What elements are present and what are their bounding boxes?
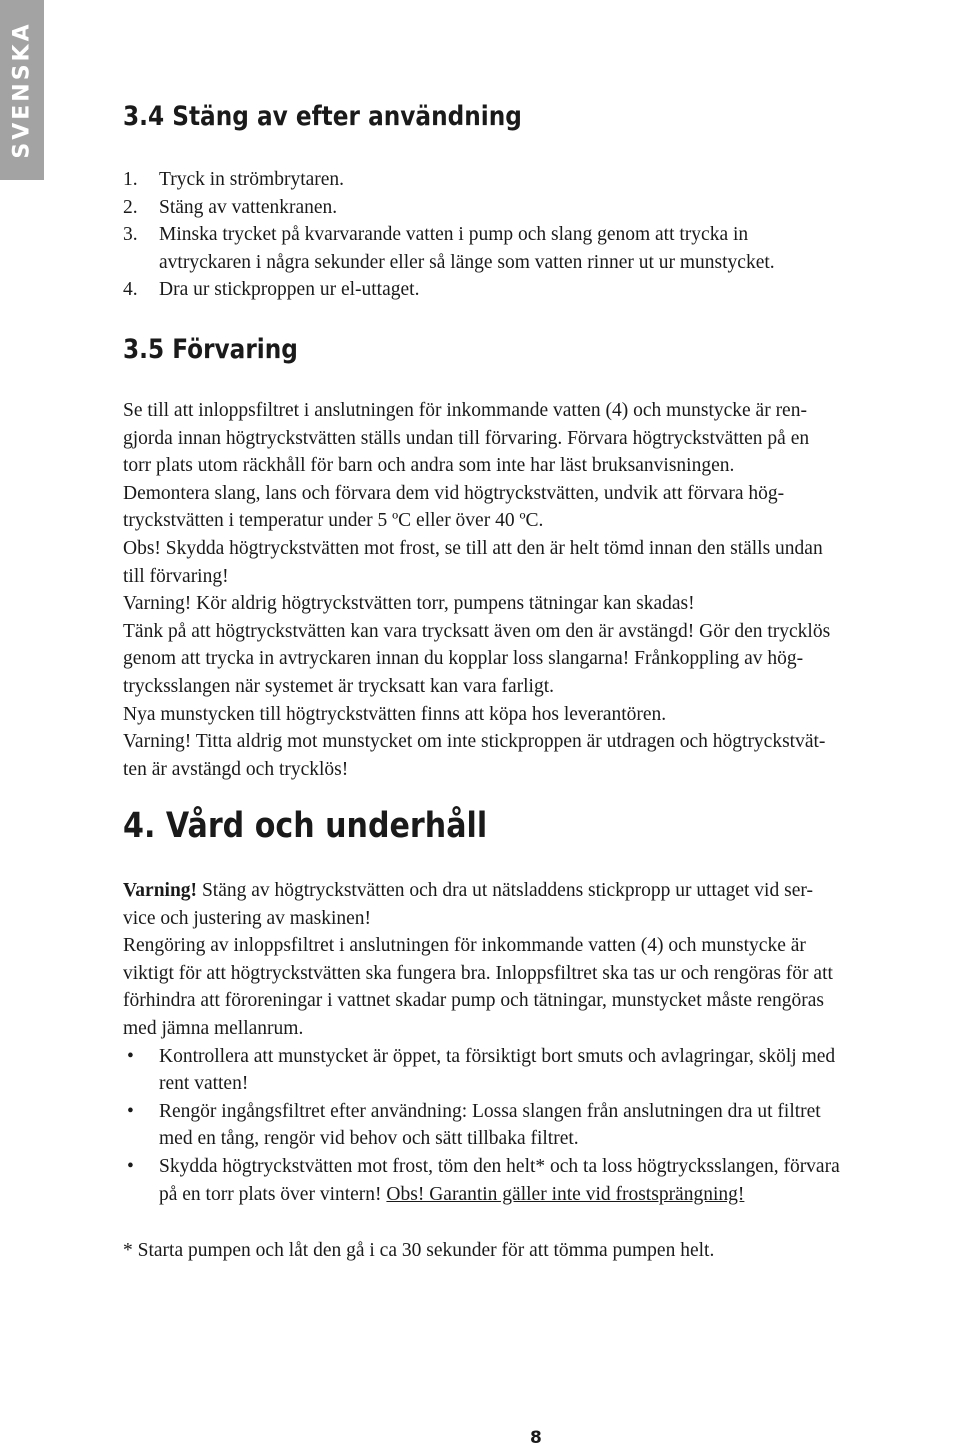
paragraph-line: tryckstvätten i temperatur under 5 ºC eller över 40 ºC.: [123, 510, 544, 532]
footnote-text: * Starta pumpen och låt den gå i ca 30 sekunder för att tömma pumpen helt.: [123, 1240, 715, 1261]
step-text: avtryckaren i några sekunder eller så länge som vatten rinner ut ur munstycket.: [159, 251, 775, 273]
bullet-text-last: [159, 1181, 943, 1209]
paragraph-line: Obs! Skydda högtryckstvätten mot frost, se till att den är helt tömd innan den ställs undan: [123, 537, 823, 559]
paragraph-line: genom att trycka in avtryckaren innan du kopplar loss slangarna! Frånkoppling av hög-: [123, 648, 804, 670]
step-item: [123, 166, 943, 194]
step-text: Tryck in strömbrytaren.: [159, 169, 345, 190]
paragraph-line: ten är avstängd och trycklös!: [123, 758, 349, 780]
paragraph-line: Se till att inloppsfiltret i anslutningen för inkommande vatten (4) och munstycke är ren-: [123, 400, 807, 421]
paragraph-line: med jämna mellanrum.: [123, 1017, 304, 1039]
maintenance-paragraph: [123, 877, 943, 1208]
bullet-text: Skydda högtryckstvätten mot frost, töm den helt* och ta loss högtrycksslangen, förvara: [159, 1155, 840, 1177]
steps-list: [123, 166, 943, 304]
language-tab-label: SVENSKA: [9, 21, 35, 159]
paragraph-line: gjorda innan högtryckstvätten ställs undan till förvaring. Förvara högtryckstvätten på en: [123, 427, 810, 449]
footnote: [123, 1237, 943, 1265]
bullet-icon: •: [127, 1045, 134, 1067]
paragraph-line: Varning! Kör aldrig högtryckstvätten torr, pumpens tätningar kan skadas!: [123, 593, 695, 615]
heading-3-5: 3.5 Förvaring: [123, 334, 298, 365]
paragraph-line: till förvaring!: [123, 565, 229, 587]
paragraph-line: Nya munstycken till högtryckstvätten finns att köpa hos leverantören.: [123, 703, 667, 725]
paragraph-line: torr plats utom räckhåll för barn och andra som inte har läst bruksanvisningen.: [123, 455, 735, 477]
bullet-item: [123, 1043, 943, 1098]
warranty-note: Obs! Garantin gäller inte vid frostsprängning!: [386, 1183, 745, 1205]
paragraph-line: vice och justering av maskinen!: [123, 907, 372, 929]
bullet-icon: •: [127, 1100, 134, 1122]
warning-label: Varning!: [123, 880, 198, 901]
step-item: [123, 276, 943, 304]
paragraph-line: trycksslangen när systemet är trycksatt kan vara farligt.: [123, 675, 555, 697]
warning-text: Stäng av högtryckstvätten och dra ut nätsladdens stickpropp ur uttaget vid ser-: [197, 880, 813, 901]
bullet-text: med en tång, rengör vid behov och sätt tillbaka filtret.: [159, 1128, 579, 1150]
paragraph-line: Rengöring av inloppsfiltret i anslutningen för inkommande vatten (4) och munstycke är: [123, 935, 806, 957]
step-text: Dra ur stickproppen ur el-uttaget.: [159, 279, 420, 301]
bullet-item: [123, 1153, 943, 1208]
step-number: 3.: [123, 224, 138, 246]
warning-line: [123, 877, 943, 905]
bullet-text: Rengör ingångsfiltret efter användning: Lossa slangen från anslutningen dra ut filtret: [159, 1100, 821, 1122]
step-number: 1.: [123, 169, 138, 190]
heading-4: 4. Vård och underhåll: [123, 806, 488, 846]
bullet-text: Kontrollera att munstycket är öppet, ta försiktigt bort smuts och avlagringar, skölj med: [159, 1045, 836, 1067]
bullet-item: [123, 1098, 943, 1153]
bullet-text-plain: på en torr plats över vintern!: [159, 1183, 387, 1205]
bullet-icon: •: [127, 1155, 134, 1177]
paragraph-line: Varning! Titta aldrig mot munstycket om inte stickproppen är utdragen och högtryckstvät-: [123, 731, 826, 753]
storage-paragraph: [123, 397, 943, 783]
language-tab: [0, 0, 44, 180]
paragraph-line: viktigt för att högtryckstvätten ska fungera bra. Inloppsfiltret ska tas ur och rengöras för att: [123, 962, 833, 984]
step-item: [123, 221, 943, 276]
step-item: [123, 194, 943, 222]
step-text: Minska trycket på kvarvarande vatten i pump och slang genom att trycka in: [159, 224, 749, 246]
paragraph-line: Demontera slang, lans och förvara dem vid högtryckstvätten, undvik att förvara hög-: [123, 482, 785, 504]
paragraph-line: förhindra att föroreningar i vattnet skadar pump och tätningar, munstycket måste rengöras: [123, 990, 824, 1012]
paragraph-line: Tänk på att högtryckstvätten kan vara trycksatt även om den är avstängd! Gör den trycklös: [123, 620, 831, 642]
bullet-text: rent vatten!: [159, 1073, 249, 1095]
step-number: 2.: [123, 196, 138, 218]
step-text: Stäng av vattenkranen.: [159, 196, 338, 218]
step-number: 4.: [123, 279, 138, 301]
heading-3-4: 3.4 Stäng av efter användning: [123, 101, 522, 132]
page-number: 8: [530, 1428, 542, 1448]
